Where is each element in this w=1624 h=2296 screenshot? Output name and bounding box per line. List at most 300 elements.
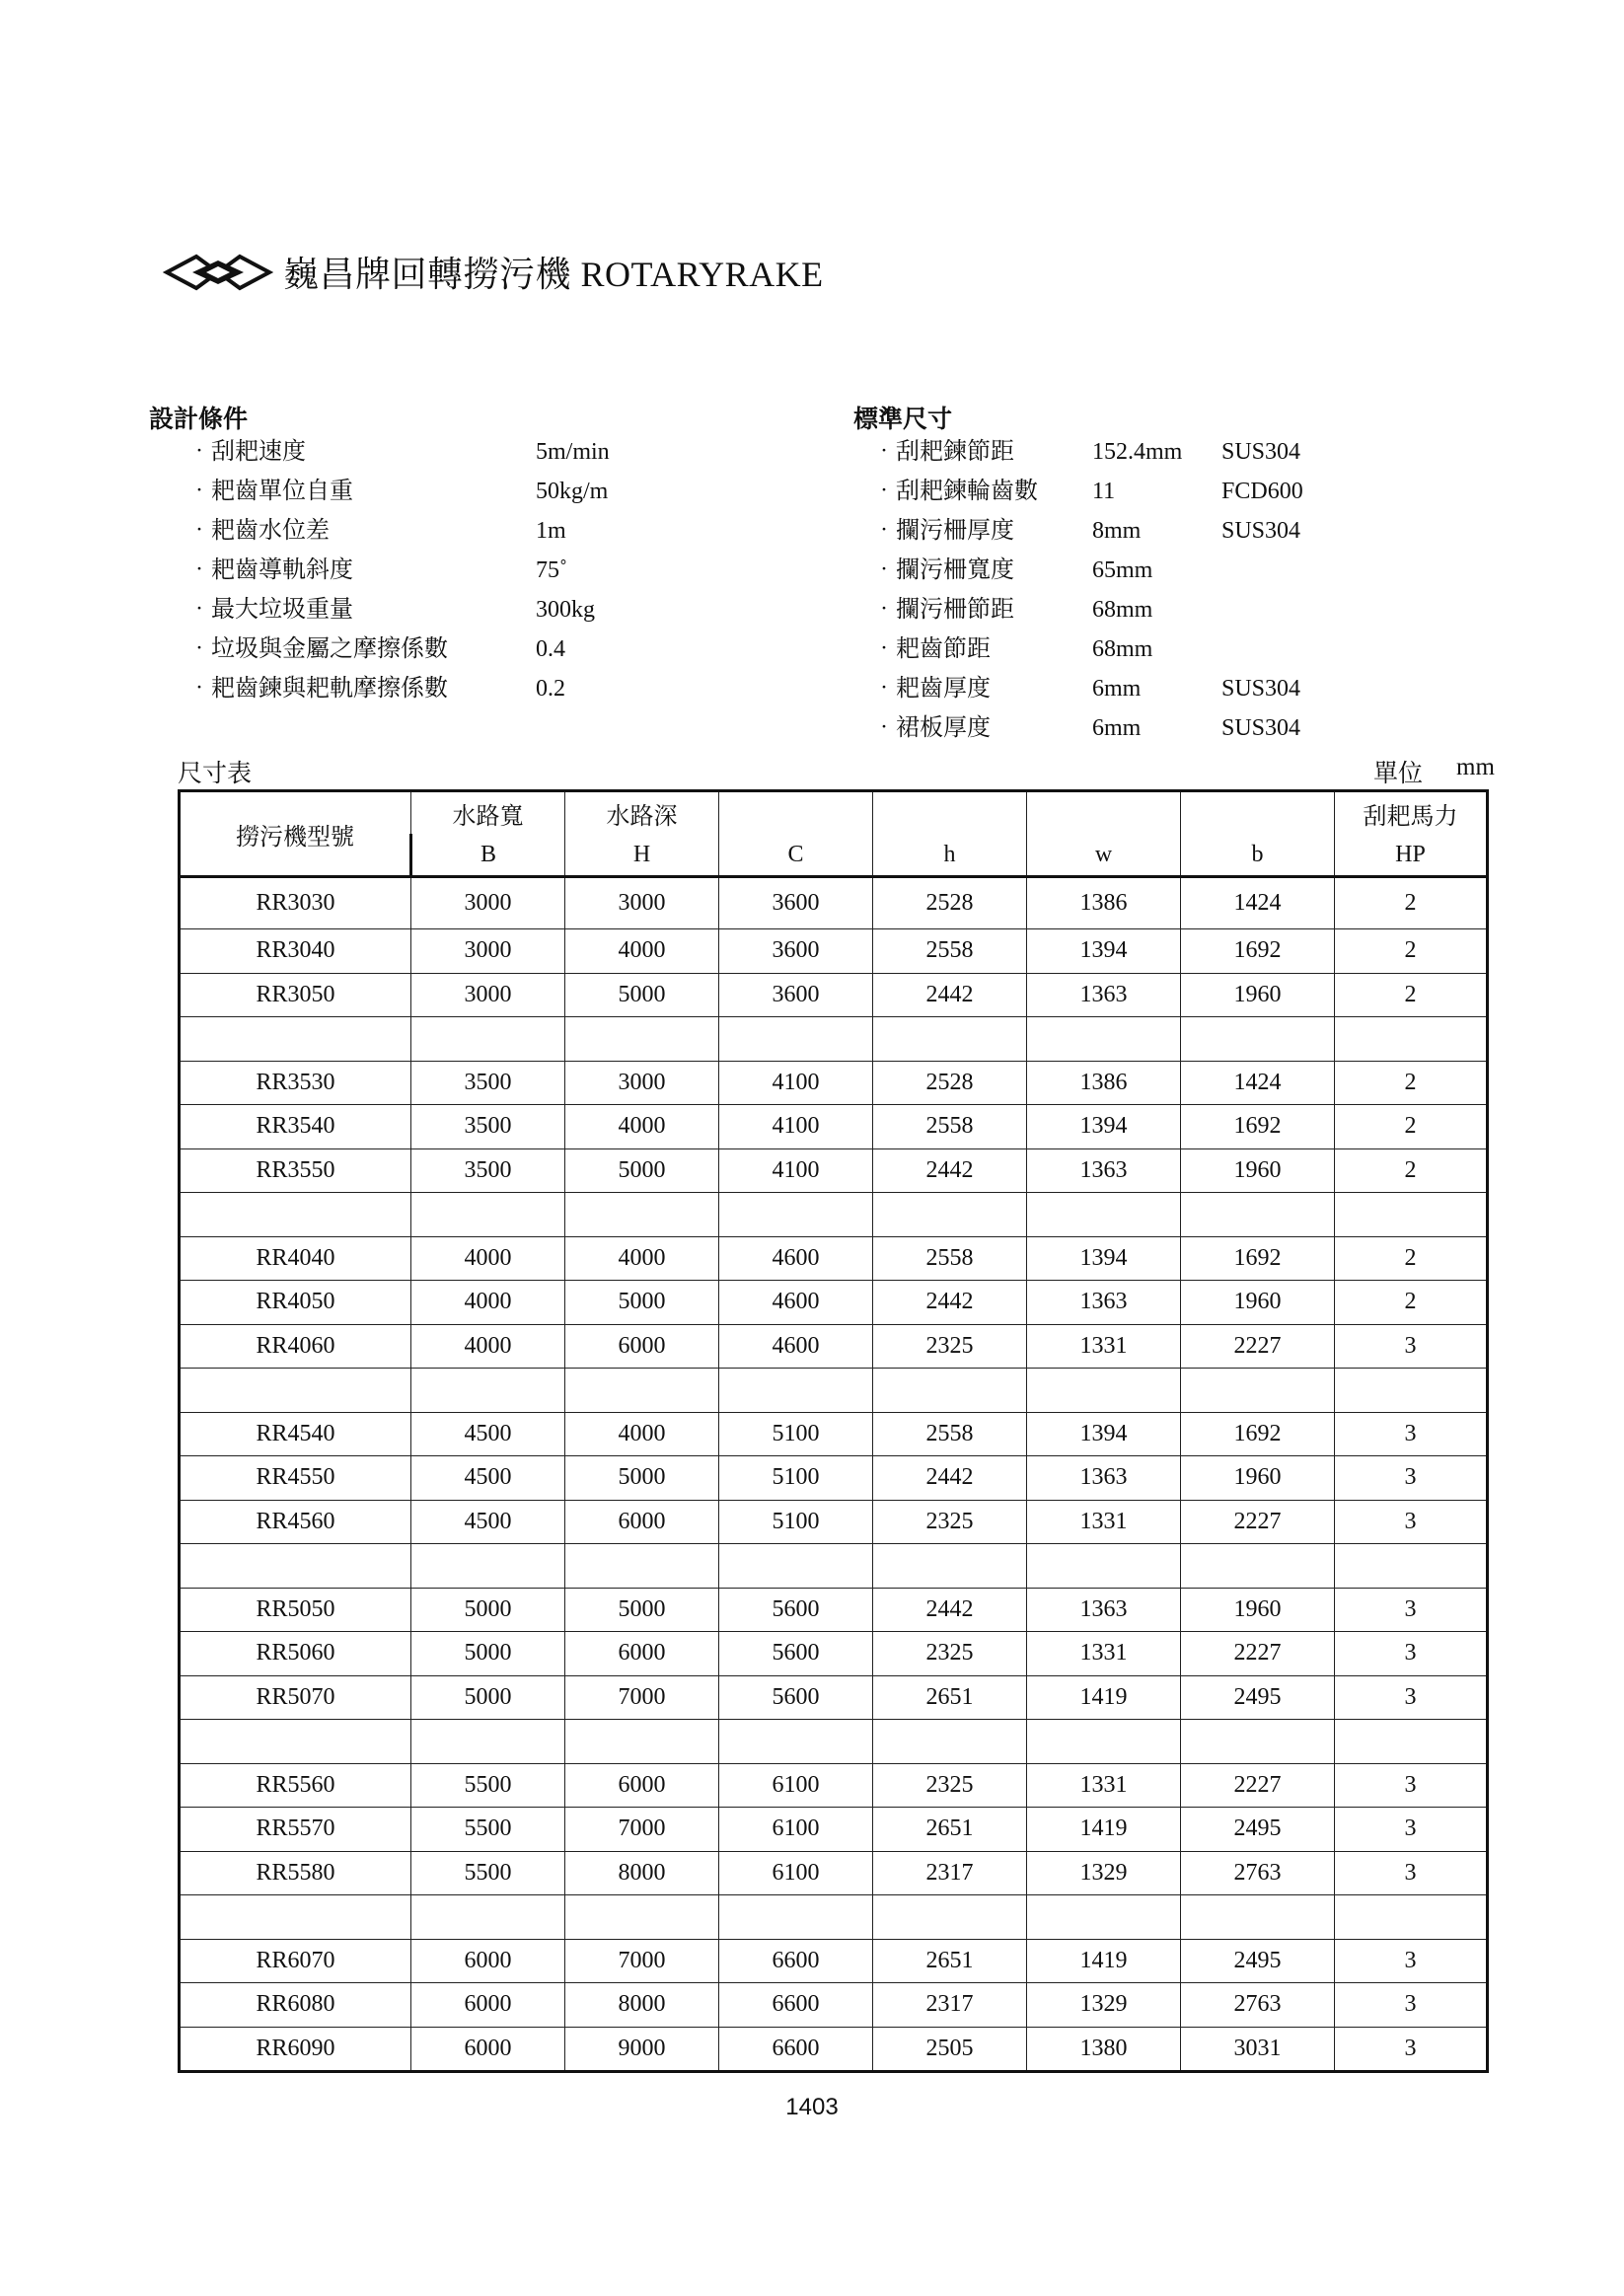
cell-small-b: 2227 [1181, 1324, 1335, 1369]
cell-h: 8000 [565, 1983, 719, 2028]
cell-model: RR6070 [180, 1939, 411, 1983]
cell-c: 4100 [719, 1061, 873, 1105]
cell-small-h: 2651 [873, 1939, 1027, 1983]
page-title: 巍昌牌回轉撈污機 ROTARYRAKE [283, 255, 824, 294]
cell-hp [1335, 1017, 1488, 1062]
standard-dimension-material: SUS304 [1221, 715, 1301, 741]
standard-dimension-label: ‧裙板厚度 [872, 715, 991, 741]
cell-hp [1335, 1369, 1488, 1413]
cell-small-h: 2651 [873, 1808, 1027, 1852]
cell-hp: 2 [1335, 1281, 1488, 1325]
cell-c: 5100 [719, 1456, 873, 1501]
cell-b [411, 1193, 565, 1237]
cell-h: 6000 [565, 1324, 719, 1369]
header-model: 撈污機型號 [180, 791, 411, 877]
standard-dimension-row [0, 708, 1381, 748]
cell-h: 9000 [565, 2027, 719, 2072]
design-condition-label: ‧垃圾與金屬之摩擦係數 [187, 636, 448, 662]
cell-model: RR6080 [180, 1983, 411, 2028]
table-row [180, 1412, 1488, 1456]
cell-c: 5600 [719, 1675, 873, 1720]
cell-hp: 2 [1335, 973, 1488, 1017]
cell-b: 4000 [411, 1236, 565, 1281]
cell-model: RR3050 [180, 973, 411, 1017]
cell-small-h: 2505 [873, 2027, 1027, 2072]
standard-dimension-label: ‧攔污柵寬度 [872, 557, 1014, 583]
standard-dimension-label: ‧攔污柵厚度 [872, 518, 1014, 544]
standard-dimension-material: SUS304 [1221, 676, 1301, 702]
cell-small-h: 2558 [873, 1105, 1027, 1149]
table-row [180, 1148, 1488, 1193]
cell-hp: 3 [1335, 1324, 1488, 1369]
cell-model [180, 1369, 411, 1413]
cell-model: RR4540 [180, 1412, 411, 1456]
cell-small-b: 1424 [1181, 877, 1335, 929]
cell-h [565, 1193, 719, 1237]
cell-c: 6600 [719, 1983, 873, 2028]
page-number: 1403 [785, 2094, 839, 2120]
cell-w: 1363 [1027, 1148, 1181, 1193]
cell-small-b: 2763 [1181, 1983, 1335, 2028]
cell-h: 4000 [565, 1236, 719, 1281]
cell-b: 3500 [411, 1105, 565, 1149]
cell-w: 1419 [1027, 1675, 1181, 1720]
cell-c: 6100 [719, 1763, 873, 1808]
cell-h: 3000 [565, 877, 719, 929]
cell-c: 5600 [719, 1632, 873, 1676]
cell-hp: 3 [1335, 1632, 1488, 1676]
table-row [180, 1500, 1488, 1544]
standard-dimension-label: ‧刮耙鍊節距 [872, 439, 1014, 465]
cell-hp: 3 [1335, 1808, 1488, 1852]
cell-h: 5000 [565, 973, 719, 1017]
cell-c: 4600 [719, 1236, 873, 1281]
header-small-b: b [1181, 834, 1335, 877]
cell-small-b: 3031 [1181, 2027, 1335, 2072]
cell-small-b [1181, 1544, 1335, 1589]
cell-model [180, 1720, 411, 1764]
standard-dimension-row [0, 511, 1381, 551]
cell-b: 4000 [411, 1324, 565, 1369]
cell-w: 1419 [1027, 1808, 1181, 1852]
cell-b [411, 1720, 565, 1764]
cell-hp: 2 [1335, 1236, 1488, 1281]
cell-model: RR4060 [180, 1324, 411, 1369]
cell-h [565, 1369, 719, 1413]
cell-b: 6000 [411, 1939, 565, 1983]
table-row [180, 1808, 1488, 1852]
cell-small-b: 2763 [1181, 1851, 1335, 1895]
cell-small-b: 2227 [1181, 1632, 1335, 1676]
cell-h: 7000 [565, 1675, 719, 1720]
cell-c: 4100 [719, 1148, 873, 1193]
cell-model: RR5070 [180, 1675, 411, 1720]
cell-c: 3600 [719, 929, 873, 974]
cell-small-h [873, 1193, 1027, 1237]
cell-hp: 2 [1335, 929, 1488, 974]
cell-c: 3600 [719, 973, 873, 1017]
cell-w [1027, 1369, 1181, 1413]
cell-small-h: 2442 [873, 1148, 1027, 1193]
cell-small-h: 2528 [873, 877, 1027, 929]
cell-h: 4000 [565, 1412, 719, 1456]
cell-w: 1394 [1027, 1236, 1181, 1281]
table-spacer-row [180, 1369, 1488, 1413]
cell-h: 7000 [565, 1939, 719, 1983]
standard-dimension-value: 6mm [1092, 715, 1142, 741]
cell-w: 1386 [1027, 1061, 1181, 1105]
cell-model: RR4560 [180, 1500, 411, 1544]
title-row [163, 247, 824, 297]
cell-c: 5600 [719, 1588, 873, 1632]
cell-w: 1363 [1027, 1456, 1181, 1501]
cell-small-b [1181, 1720, 1335, 1764]
cell-model: RR3530 [180, 1061, 411, 1105]
table-spacer-row [180, 1895, 1488, 1940]
cell-b: 4500 [411, 1412, 565, 1456]
cell-small-b: 1960 [1181, 1281, 1335, 1325]
cell-small-b: 2495 [1181, 1675, 1335, 1720]
table-body [180, 877, 1488, 2072]
standard-dimension-value: 8mm [1092, 518, 1142, 544]
cell-small-h: 2558 [873, 1412, 1027, 1456]
design-conditions-heading: 設計條件 [149, 407, 249, 433]
cell-model: RR6090 [180, 2027, 411, 2072]
table-spacer-row [180, 1544, 1488, 1589]
cell-h [565, 1895, 719, 1940]
cell-model [180, 1193, 411, 1237]
cell-h [565, 1017, 719, 1062]
design-condition-label: ‧耙齒單位自重 [187, 479, 353, 504]
cell-c: 6100 [719, 1851, 873, 1895]
standard-dimension-material: SUS304 [1221, 439, 1301, 465]
cell-small-b: 1692 [1181, 1105, 1335, 1149]
header-w-top [1027, 791, 1181, 835]
cell-c: 4600 [719, 1324, 873, 1369]
table-spacer-row [180, 1193, 1488, 1237]
cell-w: 1363 [1027, 1588, 1181, 1632]
cell-small-h: 2442 [873, 1456, 1027, 1501]
cell-small-b: 2227 [1181, 1500, 1335, 1544]
cell-hp [1335, 1193, 1488, 1237]
cell-model [180, 1544, 411, 1589]
cell-small-h [873, 1369, 1027, 1413]
table-row [180, 1236, 1488, 1281]
cell-h: 5000 [565, 1456, 719, 1501]
cell-hp: 3 [1335, 1851, 1488, 1895]
cell-b: 4500 [411, 1500, 565, 1544]
design-condition-value: 300kg [536, 597, 595, 623]
cell-c: 4100 [719, 1105, 873, 1149]
cell-small-h [873, 1720, 1027, 1764]
header-b-top: 水路寬 [411, 791, 565, 835]
table-caption: 尺寸表 [178, 761, 253, 787]
cell-hp [1335, 1720, 1488, 1764]
cell-c [719, 1369, 873, 1413]
design-condition-value: 1m [536, 518, 566, 544]
cell-w: 1331 [1027, 1324, 1181, 1369]
standard-dimension-label: ‧耙齒節距 [872, 636, 991, 662]
cell-w: 1331 [1027, 1632, 1181, 1676]
design-condition-label: ‧最大垃圾重量 [187, 597, 353, 623]
cell-model: RR3040 [180, 929, 411, 974]
cell-h: 5000 [565, 1148, 719, 1193]
design-condition-label: ‧刮耙速度 [187, 439, 306, 465]
cell-small-h: 2325 [873, 1632, 1027, 1676]
cell-w [1027, 1895, 1181, 1940]
cell-b: 5000 [411, 1675, 565, 1720]
cell-hp: 3 [1335, 1588, 1488, 1632]
table-row [180, 2027, 1488, 2072]
cell-small-h: 2442 [873, 973, 1027, 1017]
cell-b: 3000 [411, 929, 565, 974]
standard-dimension-row [0, 630, 1381, 669]
cell-small-h: 2317 [873, 1851, 1027, 1895]
cell-small-b: 2495 [1181, 1939, 1335, 1983]
cell-h: 8000 [565, 1851, 719, 1895]
cell-w: 1331 [1027, 1763, 1181, 1808]
table-header-row [180, 791, 1488, 835]
cell-c [719, 1895, 873, 1940]
cell-w: 1329 [1027, 1851, 1181, 1895]
design-condition-value: 0.4 [536, 636, 565, 662]
cell-c: 6600 [719, 2027, 873, 2072]
header-c: C [719, 834, 873, 877]
table-row [180, 929, 1488, 974]
design-condition-value: 75˚ [536, 557, 567, 583]
unit-label: 單位 [1373, 761, 1424, 787]
double-diamond-logo-icon [163, 253, 273, 292]
cell-small-h: 2317 [873, 1983, 1027, 2028]
header-hp: HP [1335, 834, 1488, 877]
cell-small-b: 1960 [1181, 973, 1335, 1017]
table-row [180, 1675, 1488, 1720]
cell-hp: 2 [1335, 1148, 1488, 1193]
header-h: H [565, 834, 719, 877]
cell-model: RR5570 [180, 1808, 411, 1852]
table-row [180, 1939, 1488, 1983]
cell-small-h: 2442 [873, 1588, 1027, 1632]
cell-w: 1380 [1027, 2027, 1181, 2072]
header-w: w [1027, 834, 1181, 877]
cell-hp: 3 [1335, 1675, 1488, 1720]
design-condition-value: 0.2 [536, 676, 565, 702]
cell-b [411, 1544, 565, 1589]
header-h-top: 水路深 [565, 791, 719, 835]
cell-h: 4000 [565, 929, 719, 974]
table-row [180, 973, 1488, 1017]
cell-w [1027, 1720, 1181, 1764]
cell-model: RR4040 [180, 1236, 411, 1281]
cell-small-b: 1424 [1181, 1061, 1335, 1105]
cell-h: 6000 [565, 1763, 719, 1808]
cell-w [1027, 1017, 1181, 1062]
cell-w [1027, 1193, 1181, 1237]
cell-w: 1363 [1027, 973, 1181, 1017]
cell-small-h: 2325 [873, 1763, 1027, 1808]
standard-dimension-value: 152.4mm [1092, 439, 1183, 465]
cell-hp: 3 [1335, 1763, 1488, 1808]
cell-hp: 2 [1335, 1061, 1488, 1105]
design-condition-label: ‧耙齒水位差 [187, 518, 330, 544]
cell-small-h: 2558 [873, 929, 1027, 974]
cell-b [411, 1369, 565, 1413]
cell-small-b: 1692 [1181, 1412, 1335, 1456]
cell-small-b: 1960 [1181, 1456, 1335, 1501]
cell-b: 3500 [411, 1148, 565, 1193]
cell-model: RR5060 [180, 1632, 411, 1676]
cell-small-b [1181, 1369, 1335, 1413]
cell-model: RR4550 [180, 1456, 411, 1501]
cell-small-h [873, 1017, 1027, 1062]
header-smallh-top [873, 791, 1027, 835]
cell-hp: 3 [1335, 1500, 1488, 1544]
standard-dimension-value: 6mm [1092, 676, 1142, 702]
cell-c: 5100 [719, 1412, 873, 1456]
standard-dimension-row [0, 669, 1381, 708]
cell-w: 1331 [1027, 1500, 1181, 1544]
table-row [180, 1061, 1488, 1105]
cell-h: 6000 [565, 1632, 719, 1676]
cell-w: 1394 [1027, 1412, 1181, 1456]
cell-h: 5000 [565, 1281, 719, 1325]
cell-hp: 3 [1335, 1983, 1488, 2028]
cell-small-h: 2442 [873, 1281, 1027, 1325]
table-row [180, 1324, 1488, 1369]
cell-model: RR5050 [180, 1588, 411, 1632]
cell-small-b [1181, 1193, 1335, 1237]
unit-value: mm [1456, 754, 1495, 780]
cell-small-b: 2227 [1181, 1763, 1335, 1808]
cell-b: 3000 [411, 877, 565, 929]
table-row [180, 1632, 1488, 1676]
cell-model [180, 1895, 411, 1940]
standard-dimension-row [0, 432, 1381, 472]
cell-b: 6000 [411, 2027, 565, 2072]
header-smallb-top [1181, 791, 1335, 835]
cell-small-b [1181, 1017, 1335, 1062]
table-row [180, 1983, 1488, 2028]
standard-dimension-value: 65mm [1092, 557, 1153, 583]
table-row [180, 1281, 1488, 1325]
cell-hp: 2 [1335, 877, 1488, 929]
table-row [180, 1105, 1488, 1149]
cell-h: 7000 [565, 1808, 719, 1852]
table-spacer-row [180, 1017, 1488, 1062]
design-condition-label: ‧耙齒導軌斜度 [187, 557, 353, 583]
cell-c [719, 1720, 873, 1764]
header-c-top [719, 791, 873, 835]
cell-b: 3000 [411, 973, 565, 1017]
cell-c: 6600 [719, 1939, 873, 1983]
header-hp-top: 刮耙馬力 [1335, 791, 1488, 835]
standard-dimension-label: ‧攔污柵節距 [872, 597, 1014, 623]
cell-w [1027, 1544, 1181, 1589]
table-spacer-row [180, 1720, 1488, 1764]
cell-model: RR4050 [180, 1281, 411, 1325]
cell-hp: 3 [1335, 1412, 1488, 1456]
cell-hp: 2 [1335, 1105, 1488, 1149]
table-row [180, 1763, 1488, 1808]
cell-w: 1386 [1027, 877, 1181, 929]
cell-c [719, 1193, 873, 1237]
table-row [180, 1588, 1488, 1632]
cell-w: 1394 [1027, 929, 1181, 974]
cell-small-h [873, 1895, 1027, 1940]
standard-dimension-value: 11 [1092, 479, 1116, 504]
cell-model: RR3030 [180, 877, 411, 929]
standard-dimension-row [0, 551, 1381, 590]
cell-w: 1329 [1027, 1983, 1181, 2028]
cell-b [411, 1895, 565, 1940]
standard-dimension-value: 68mm [1092, 597, 1153, 623]
cell-c [719, 1544, 873, 1589]
cell-c: 5100 [719, 1500, 873, 1544]
cell-hp: 3 [1335, 2027, 1488, 2072]
cell-b: 5000 [411, 1632, 565, 1676]
design-condition-value: 50kg/m [536, 479, 609, 504]
cell-model: RR5560 [180, 1763, 411, 1808]
cell-b: 5500 [411, 1808, 565, 1852]
cell-b: 5000 [411, 1588, 565, 1632]
cell-small-h: 2325 [873, 1324, 1027, 1369]
cell-h: 3000 [565, 1061, 719, 1105]
cell-hp: 3 [1335, 1939, 1488, 1983]
cell-w: 1394 [1027, 1105, 1181, 1149]
cell-small-h [873, 1544, 1027, 1589]
cell-hp: 3 [1335, 1456, 1488, 1501]
cell-small-b: 2495 [1181, 1808, 1335, 1852]
cell-b: 6000 [411, 1983, 565, 2028]
standard-dimensions-heading: 標準尺寸 [853, 407, 953, 433]
table-row [180, 1851, 1488, 1895]
standard-dimension-material: FCD600 [1221, 479, 1303, 504]
cell-hp [1335, 1895, 1488, 1940]
standard-dimension-row [0, 590, 1381, 630]
cell-c [719, 1017, 873, 1062]
cell-model: RR3540 [180, 1105, 411, 1149]
design-condition-label: ‧耙齒鍊與耙軌摩擦係數 [187, 676, 448, 702]
dimension-table [178, 789, 1489, 2073]
design-condition-value: 5m/min [536, 439, 610, 465]
cell-b: 4500 [411, 1456, 565, 1501]
cell-b: 5500 [411, 1763, 565, 1808]
table-row [180, 1456, 1488, 1501]
cell-small-b: 1960 [1181, 1588, 1335, 1632]
cell-small-b [1181, 1895, 1335, 1940]
cell-h: 5000 [565, 1588, 719, 1632]
standard-dimension-label: ‧刮耙鍊輪齒數 [872, 479, 1038, 504]
cell-b: 3500 [411, 1061, 565, 1105]
standard-dimension-value: 68mm [1092, 636, 1153, 662]
cell-hp [1335, 1544, 1488, 1589]
cell-model [180, 1017, 411, 1062]
standard-dimension-row [0, 472, 1381, 511]
cell-b: 4000 [411, 1281, 565, 1325]
cell-model: RR5580 [180, 1851, 411, 1895]
header-b: B [411, 834, 565, 877]
cell-small-h: 2528 [873, 1061, 1027, 1105]
standard-dimension-label: ‧耙齒厚度 [872, 676, 991, 702]
standard-dimension-material: SUS304 [1221, 518, 1301, 544]
cell-h [565, 1720, 719, 1764]
cell-small-b: 1960 [1181, 1148, 1335, 1193]
cell-c: 3600 [719, 877, 873, 929]
cell-w: 1419 [1027, 1939, 1181, 1983]
cell-model: RR3550 [180, 1148, 411, 1193]
cell-small-h: 2325 [873, 1500, 1027, 1544]
cell-w: 1363 [1027, 1281, 1181, 1325]
